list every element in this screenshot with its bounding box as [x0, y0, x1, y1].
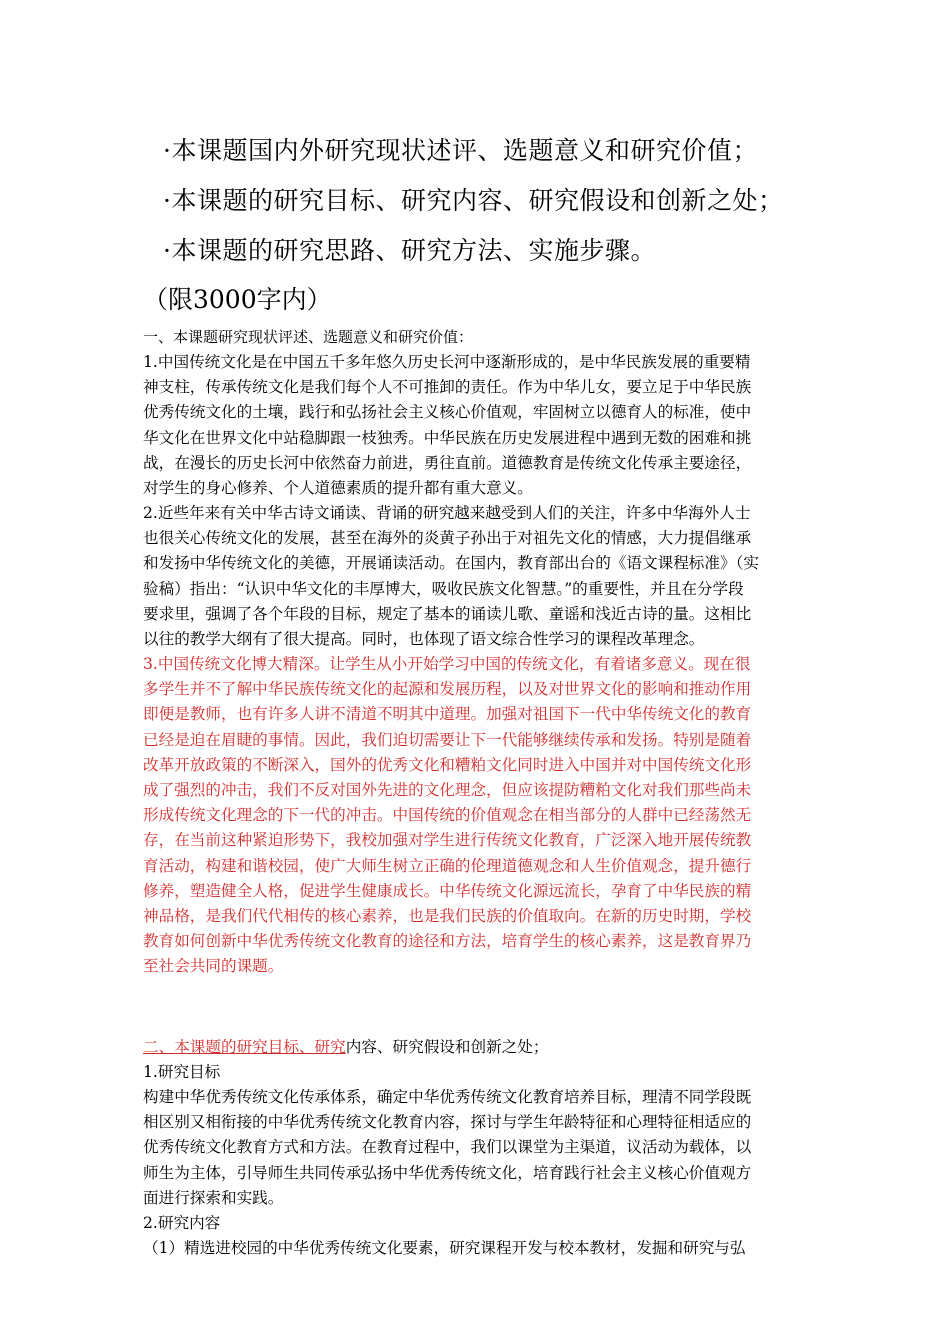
section1-paragraph-3 — [143, 652, 813, 980]
text-line: 至社会共同的课题。 — [143, 957, 284, 976]
text-line: 优秀传统文化的土壤，践行和弘扬社会主义核心价值观，牢固树立以德育人的标准，使中 — [143, 403, 752, 422]
word-limit-note: （限3000字内） — [143, 285, 332, 314]
text-line: 改革开放政策的不断深入，国外的优秀文化和糟粕文化同时进入中国并对中国传统文化形 — [143, 755, 752, 774]
text-line: 多学生并不了解中华民族传统文化的起源和发展历程，以及对世界文化的影响和推动作用 — [143, 680, 752, 699]
content-title: 2.研究内容 — [143, 1214, 221, 1232]
header-bullet-3: ·本课题的研究思路、研究方法、实施步骤。 — [163, 236, 656, 265]
text-line: 师生为主体，引导师生共同传承弘扬中华优秀传统文化，培育践行社会主义核心价值观方 — [143, 1163, 752, 1182]
text-line: （1）精选进校园的中华优秀传统文化要素，研究课程开发与校本教材，发掘和研究与弘 — [143, 1239, 746, 1257]
text-line: 育活动，构建和谐校园，使广大师生树立正确的伦理道德观念和人生价值观念，提升德行 — [143, 856, 752, 875]
text-line: 成了强烈的冲击，我们不反对国外先进的文化理念，但应该提防糟粕文化对我们那些尚未 — [143, 781, 752, 800]
text-line: 也很关心传统文化的发展，甚至在海外的炎黄子孙出于对祖先文化的情感，大力提倡继承 — [143, 529, 752, 548]
text-line: 存，在当前这种紧迫形势下，我校加强对学生进行传统文化教育，广泛深入地开展传统教 — [143, 831, 752, 850]
text-line: 相区别又相衔接的中华优秀传统文化教育内容，探讨与学生年龄特征和心理特征相适应的 — [143, 1113, 752, 1132]
text-line: 神品格，是我们代代相传的核心素养，也是我们民族的价值取向。在新的历史时期，学校 — [143, 907, 752, 926]
section1-heading — [143, 325, 813, 350]
text-line: 以往的教学大纲有了很大提高。同时，也体现了语文综合性学习的课程改革理念。 — [143, 630, 705, 649]
text-line: 神支柱，传承传统文化是我们每个人不可推卸的责任。作为中华儿女，要立足于中华民族 — [143, 378, 752, 397]
text-line: 即便是教师，也有许多人讲不清道不明其中道理。加强对祖国下一代中华传统文化的教育 — [143, 705, 752, 724]
section2-heading-rest: 内容、研究假设和创新之处； — [345, 1038, 549, 1056]
text-line: 要求里，强调了各个年段的目标，规定了基本的诵读儿歌、童谣和浅近古诗的量。这相比 — [143, 604, 752, 623]
goal-paragraph — [143, 1085, 813, 1211]
text-line: 形成传统文化理念的下一代的冲击。中国传统的价值观念在相当部分的人群中已经荡然无 — [143, 806, 752, 825]
text-line: 修养，塑造健全人格，促进学生健康成长。中华传统文化源远流长，孕育了中华民族的精 — [143, 881, 752, 900]
text-line: 和发扬中华传统文化的美德，开展诵读活动。在国内，教育部出台的《语文课程标准》（实 — [143, 554, 759, 573]
text-line: 1.中国传统文化是在中国五千多年悠久历史长河中逐渐形成的，是中华民族发展的重要精 — [143, 353, 751, 371]
section1-paragraph-1 — [143, 350, 813, 501]
text-line: 优秀传统文化教育方式和方法。在教育过程中，我们以课堂为主渠道，议活动为载体，以 — [143, 1138, 752, 1157]
section2-heading-highlight: 二、本课题的研究目标、研究 — [143, 1038, 346, 1056]
text-line: 验稿）指出：“认识中华文化的丰厚博大，吸收民族文化智慧。”的重要性，并且在分学段 — [143, 579, 744, 598]
text-line: 教育如何创新中华优秀传统文化教育的途径和方法，培育学生的核心素养，这是教育界乃 — [143, 932, 752, 951]
text-line: 构建中华优秀传统文化传承体系，确定中华优秀传统文化教育培养目标，理清不同学段既 — [143, 1088, 752, 1106]
text-line: 面进行探索和实践。 — [143, 1188, 284, 1207]
text-line: 2.近些年来有关中华古诗文诵读、背诵的研究越来越受到人们的关注，许多中华海外人士 — [143, 504, 751, 522]
section2-heading — [143, 1035, 813, 1060]
text-line: 3.中国传统文化博大精深。让学生从小开始学习中国的传统文化，有着诸多意义。现在很 — [143, 655, 751, 673]
text-line: 战，在漫长的历史长河中依然奋力前进，勇往直前。道德教育是传统文化传承主要途径， — [143, 453, 752, 472]
text-line: 对学生的身心修养、个人道德素质的提升都有重大意义。 — [143, 479, 533, 498]
section1-heading-text: 一、本课题研究现状评述、选题意义和研究价值： — [143, 328, 474, 346]
content-paragraph — [143, 1236, 813, 1261]
goal-title: 1.研究目标 — [143, 1063, 221, 1081]
text-line: 华文化在世界文化中站稳脚跟一枝独秀。中华民族在历史发展进程中遇到无数的困难和挑 — [143, 428, 752, 447]
text-line: 已经是迫在眉睫的事情。因此，我们迫切需要让下一代能够继续传承和发扬。特别是随着 — [143, 730, 752, 749]
section1-paragraph-2 — [143, 501, 813, 652]
header-bullet-1: ·本课题国内外研究现状述评、选题意义和研究价值； — [163, 136, 758, 165]
header-bullet-2: ·本课题的研究目标、研究内容、研究假设和创新之处； — [163, 186, 784, 215]
